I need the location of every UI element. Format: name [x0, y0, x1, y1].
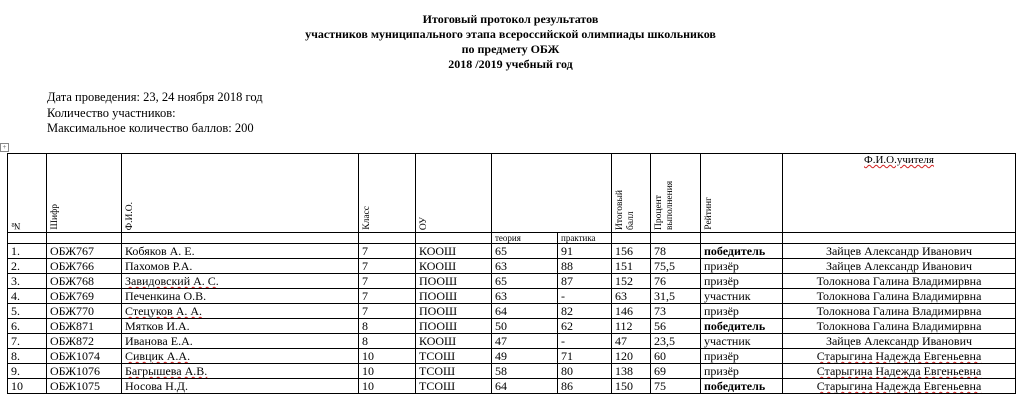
cell-practice: 62	[558, 319, 612, 334]
header-code: Шифр	[47, 154, 122, 233]
cell-ou: ТСОШ	[416, 364, 492, 379]
sub-empty	[47, 233, 122, 244]
sub-empty	[651, 233, 701, 244]
cell-fio: Мятков И.А.	[122, 319, 359, 334]
cell-percent: 75,5	[651, 259, 701, 274]
document-title	[0, 12, 1021, 72]
cell-class: 10	[359, 379, 416, 394]
cell-practice: 71	[558, 349, 612, 364]
cell-code: ОБЖ766	[47, 259, 122, 274]
cell-num: 10	[8, 379, 47, 394]
meta-participants: Количество участников:	[47, 105, 176, 120]
title-line: 2018 /2019 учебный год	[448, 57, 573, 71]
cell-rating: участник	[701, 289, 783, 304]
cell-class: 10	[359, 349, 416, 364]
cell-class: 8	[359, 319, 416, 334]
cell-code: ОБЖ770	[47, 304, 122, 319]
cell-practice: 80	[558, 364, 612, 379]
header-percent: Процент выполнения	[651, 154, 701, 233]
cell-percent: 60	[651, 349, 701, 364]
cell-total: 138	[612, 364, 651, 379]
table-move-handle-icon[interactable]: +	[0, 143, 9, 152]
sub-empty	[701, 233, 783, 244]
cell-percent: 69	[651, 364, 701, 379]
table-header-row	[8, 154, 1016, 233]
title-line: по предмету ОБЖ	[461, 42, 560, 56]
cell-rating: призёр	[701, 364, 783, 379]
cell-code: ОБЖ769	[47, 289, 122, 304]
cell-ou: КООШ	[416, 334, 492, 349]
header-num: №	[8, 154, 47, 233]
cell-practice: -	[558, 334, 612, 349]
cell-num: 9.	[8, 364, 47, 379]
cell-rating: призёр	[701, 349, 783, 364]
cell-total: 151	[612, 259, 651, 274]
cell-class: 7	[359, 304, 416, 319]
cell-total: 150	[612, 379, 651, 394]
cell-num: 2.	[8, 259, 47, 274]
header-fio: Ф.И.О.	[122, 154, 359, 233]
sub-empty	[8, 233, 47, 244]
meta-max-score: Максимальное количество баллов: 200	[47, 121, 254, 135]
header-teacher: Ф.И.О.учителя	[783, 154, 1016, 233]
cell-total: 146	[612, 304, 651, 319]
table-row	[8, 319, 1016, 334]
cell-num: 1.	[8, 244, 47, 259]
cell-theory: 50	[492, 319, 558, 334]
table-row	[8, 364, 1016, 379]
cell-fio: Стецуков А. А.	[122, 304, 359, 319]
cell-total: 47	[612, 334, 651, 349]
header-class: Класс	[359, 154, 416, 233]
sub-empty	[359, 233, 416, 244]
cell-teacher: Толокнова Галина Владимирвна	[783, 304, 1016, 319]
cell-teacher: Зайцев Александр Иванович	[783, 244, 1016, 259]
cell-rating: призёр	[701, 259, 783, 274]
cell-practice: -	[558, 289, 612, 304]
cell-class: 7	[359, 289, 416, 304]
cell-fio: Иванова Е.А.	[122, 334, 359, 349]
cell-ou: ПООШ	[416, 274, 492, 289]
cell-num: 4.	[8, 289, 47, 304]
cell-class: 10	[359, 364, 416, 379]
table-row	[8, 259, 1016, 274]
cell-rating: победитель	[701, 379, 783, 394]
cell-practice: 86	[558, 379, 612, 394]
table-row	[8, 334, 1016, 349]
cell-percent: 23,5	[651, 334, 701, 349]
sub-empty	[783, 233, 1016, 244]
cell-teacher: Старыгина Надежда Евгеньевна	[783, 364, 1016, 379]
cell-total: 152	[612, 274, 651, 289]
cell-practice: 88	[558, 259, 612, 274]
cell-practice: 82	[558, 304, 612, 319]
cell-ou: ПООШ	[416, 304, 492, 319]
table-row	[8, 304, 1016, 319]
cell-theory: 58	[492, 364, 558, 379]
cell-teacher: Толокнова Галина Владимирвна	[783, 319, 1016, 334]
cell-fio: Сивцик А.А.	[122, 349, 359, 364]
cell-theory: 63	[492, 289, 558, 304]
meta-block	[47, 90, 263, 137]
table-row	[8, 244, 1016, 259]
cell-teacher: Старыгина Надежда Евгеньевна	[783, 349, 1016, 364]
cell-percent: 31,5	[651, 289, 701, 304]
cell-teacher: Старыгина Надежда Евгеньевна	[783, 379, 1016, 394]
cell-rating: победитель	[701, 244, 783, 259]
cell-ou: ТСОШ	[416, 349, 492, 364]
cell-class: 7	[359, 274, 416, 289]
cell-fio: Завидовский А. С.	[122, 274, 359, 289]
cell-code: ОБЖ1076	[47, 364, 122, 379]
cell-code: ОБЖ1075	[47, 379, 122, 394]
sub-empty	[122, 233, 359, 244]
cell-percent: 76	[651, 274, 701, 289]
cell-class: 7	[359, 244, 416, 259]
cell-theory: 65	[492, 274, 558, 289]
cell-fio: Пахомов Р.А.	[122, 259, 359, 274]
cell-rating: призёр	[701, 304, 783, 319]
cell-num: 7.	[8, 334, 47, 349]
table-subheader-row	[8, 233, 1016, 244]
cell-num: 6.	[8, 319, 47, 334]
cell-ou: КООШ	[416, 259, 492, 274]
cell-teacher: Зайцев Александр Иванович	[783, 334, 1016, 349]
cell-teacher: Зайцев Александр Иванович	[783, 259, 1016, 274]
table-row	[8, 379, 1016, 394]
cell-ou: КООШ	[416, 244, 492, 259]
cell-rating: победитель	[701, 319, 783, 334]
cell-practice: 87	[558, 274, 612, 289]
cell-fio: Кобяков А. Е.	[122, 244, 359, 259]
cell-theory: 64	[492, 304, 558, 319]
cell-ou: ТСОШ	[416, 379, 492, 394]
header-total: Итоговый балл	[612, 154, 651, 233]
cell-code: ОБЖ872	[47, 334, 122, 349]
cell-theory: 65	[492, 244, 558, 259]
header-rating: Рейтинг	[701, 154, 783, 233]
meta-date: Дата проведения: 23, 24 ноября 2018 год	[47, 90, 263, 104]
cell-num: 3.	[8, 274, 47, 289]
table-row	[8, 289, 1016, 304]
cell-fio: Печенкина О.В.	[122, 289, 359, 304]
header-ou: ОУ	[416, 154, 492, 233]
cell-ou: ПООШ	[416, 319, 492, 334]
cell-code: ОБЖ871	[47, 319, 122, 334]
cell-fio: Багрышева А.В.	[122, 364, 359, 379]
cell-theory: 47	[492, 334, 558, 349]
header-practice: практика	[558, 233, 612, 244]
results-table	[7, 153, 1016, 394]
cell-theory: 64	[492, 379, 558, 394]
cell-class: 8	[359, 334, 416, 349]
cell-theory: 49	[492, 349, 558, 364]
sub-empty	[416, 233, 492, 244]
cell-percent: 75	[651, 379, 701, 394]
cell-total: 112	[612, 319, 651, 334]
cell-percent: 73	[651, 304, 701, 319]
cell-fio: Носова Н.Д.	[122, 379, 359, 394]
cell-teacher: Толокнова Галина Владимирвна	[783, 289, 1016, 304]
cell-total: 63	[612, 289, 651, 304]
sub-empty	[612, 233, 651, 244]
table-row	[8, 349, 1016, 364]
cell-code: ОБЖ767	[47, 244, 122, 259]
cell-percent: 56	[651, 319, 701, 334]
cell-total: 156	[612, 244, 651, 259]
cell-rating: участник	[701, 334, 783, 349]
cell-teacher: Толокнова Галина Владимирвна	[783, 274, 1016, 289]
header-theory: теория	[492, 233, 558, 244]
cell-rating: призёр	[701, 274, 783, 289]
cell-code: ОБЖ1074	[47, 349, 122, 364]
cell-total: 120	[612, 349, 651, 364]
title-line: участников муниципального этапа всероссийской олимпиады школьников	[305, 27, 716, 41]
cell-num: 8.	[8, 349, 47, 364]
title-line: Итоговый протокол результатов	[422, 12, 599, 26]
cell-percent: 78	[651, 244, 701, 259]
cell-code: ОБЖ768	[47, 274, 122, 289]
table-row	[8, 274, 1016, 289]
header-scores	[492, 154, 612, 233]
cell-ou: ПООШ	[416, 289, 492, 304]
cell-theory: 63	[492, 259, 558, 274]
cell-practice: 91	[558, 244, 612, 259]
cell-class: 7	[359, 259, 416, 274]
cell-num: 5.	[8, 304, 47, 319]
